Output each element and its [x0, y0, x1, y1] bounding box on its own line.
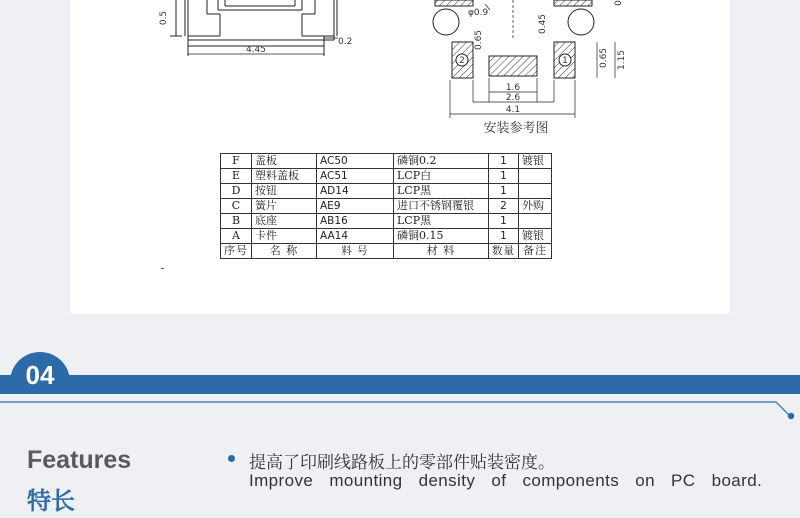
- bom-cell-note: [519, 214, 552, 229]
- dim-0-65-right: 0.65: [599, 47, 609, 69]
- bom-cell-material: LCP黑: [394, 184, 489, 199]
- feature-text-zh: 提高了印刷线路板上的零部件贴装密度。: [249, 453, 555, 472]
- bom-row: [221, 199, 552, 214]
- bom-cell-id: C: [221, 199, 252, 214]
- bom-row: [221, 154, 552, 169]
- bom-cell-code: 料 号: [317, 244, 394, 259]
- bom-cell-code: AE9: [317, 199, 394, 214]
- bom-cell-name: 簧片: [252, 199, 317, 214]
- bom-cell-material: 磷铜0.2: [394, 154, 489, 169]
- drawing-caption: 安装参考图: [483, 121, 549, 136]
- bom-cell-name: 底座: [252, 214, 317, 229]
- bom-cell-material: 进口不锈钢覆银: [394, 199, 489, 214]
- bom-cell-note: [519, 169, 552, 184]
- bom-row: [221, 184, 552, 199]
- bom-cell-id: A: [221, 229, 252, 244]
- bom-header-row: [221, 244, 552, 259]
- feature-text-en: Improve mounting density of components on PC board.: [249, 471, 763, 490]
- section-header-band: [0, 375, 800, 394]
- bom-cell-name: 名 称: [252, 244, 317, 259]
- bom-cell-id: D: [221, 184, 252, 199]
- bom-cell-id: B: [221, 214, 252, 229]
- bom-cell-name: 卡件: [252, 229, 317, 244]
- dim-phi-0-9: φ0.9: [468, 8, 489, 18]
- bom-cell-qty: 1: [489, 169, 519, 184]
- bom-cell-id: F: [221, 154, 252, 169]
- bom-cell-note: 外购: [519, 199, 552, 214]
- dim-2-6: 2.6: [505, 93, 521, 103]
- bom-cell-qty: 1: [489, 214, 519, 229]
- bom-cell-id: 序号: [221, 244, 252, 259]
- pad-number-2: 2: [459, 56, 465, 66]
- features-title-zh: 特长: [27, 488, 75, 515]
- dim-1-15: 1.15: [617, 49, 627, 71]
- bom-cell-code: AC50: [317, 154, 394, 169]
- bom-cell-code: AD14: [317, 184, 394, 199]
- dim-0-5: 0.5: [159, 10, 169, 26]
- dim-1-6: 1.6: [505, 83, 521, 93]
- dim-4-45: 4.45: [245, 45, 267, 55]
- bom-cell-note: 镀银: [519, 229, 552, 244]
- bom-cell-material: LCP白: [394, 169, 489, 184]
- bom-cell-qty: 1: [489, 229, 519, 244]
- section-number-badge: 04: [10, 352, 70, 394]
- bom-cell-note: [519, 184, 552, 199]
- pad-number-1: 1: [562, 56, 568, 66]
- bom-cell-code: AC51: [317, 169, 394, 184]
- stray-mark: [161, 268, 164, 269]
- bom-row: [221, 229, 552, 244]
- bom-cell-name: 按钮: [252, 184, 317, 199]
- bom-row: [221, 169, 552, 184]
- bom-cell-material: 材 料: [394, 244, 489, 259]
- features-title-en: Features: [27, 446, 132, 474]
- dim-0-2: 0.2: [338, 37, 353, 47]
- bom-cell-note: 备注: [519, 244, 552, 259]
- bom-row: [221, 214, 552, 229]
- bom-cell-material: LCP黑: [394, 214, 489, 229]
- bom-cell-code: AB16: [317, 214, 394, 229]
- bom-cell-id: E: [221, 169, 252, 184]
- dim-4-1: 4.1: [505, 105, 521, 115]
- bom-table: [220, 153, 552, 259]
- dim-0-45: 0.45: [538, 13, 548, 35]
- bom-cell-code: AA14: [317, 229, 394, 244]
- bom-cell-note: 镀银: [519, 154, 552, 169]
- bom-cell-name: 盖板: [252, 154, 317, 169]
- bom-cell-qty: 1: [489, 184, 519, 199]
- drawing-panel: [70, 0, 730, 314]
- bom-cell-qty: 2: [489, 199, 519, 214]
- bom-cell-qty: 1: [489, 154, 519, 169]
- dim-top-cut: 0: [614, 0, 624, 6]
- dim-0-65-left: 0.65: [474, 29, 484, 51]
- bom-cell-name: 塑料盖板: [252, 169, 317, 184]
- bom-cell-qty: 数量: [489, 244, 519, 259]
- bullet-dot: [228, 455, 235, 462]
- bom-cell-material: 磷铜0.15: [394, 229, 489, 244]
